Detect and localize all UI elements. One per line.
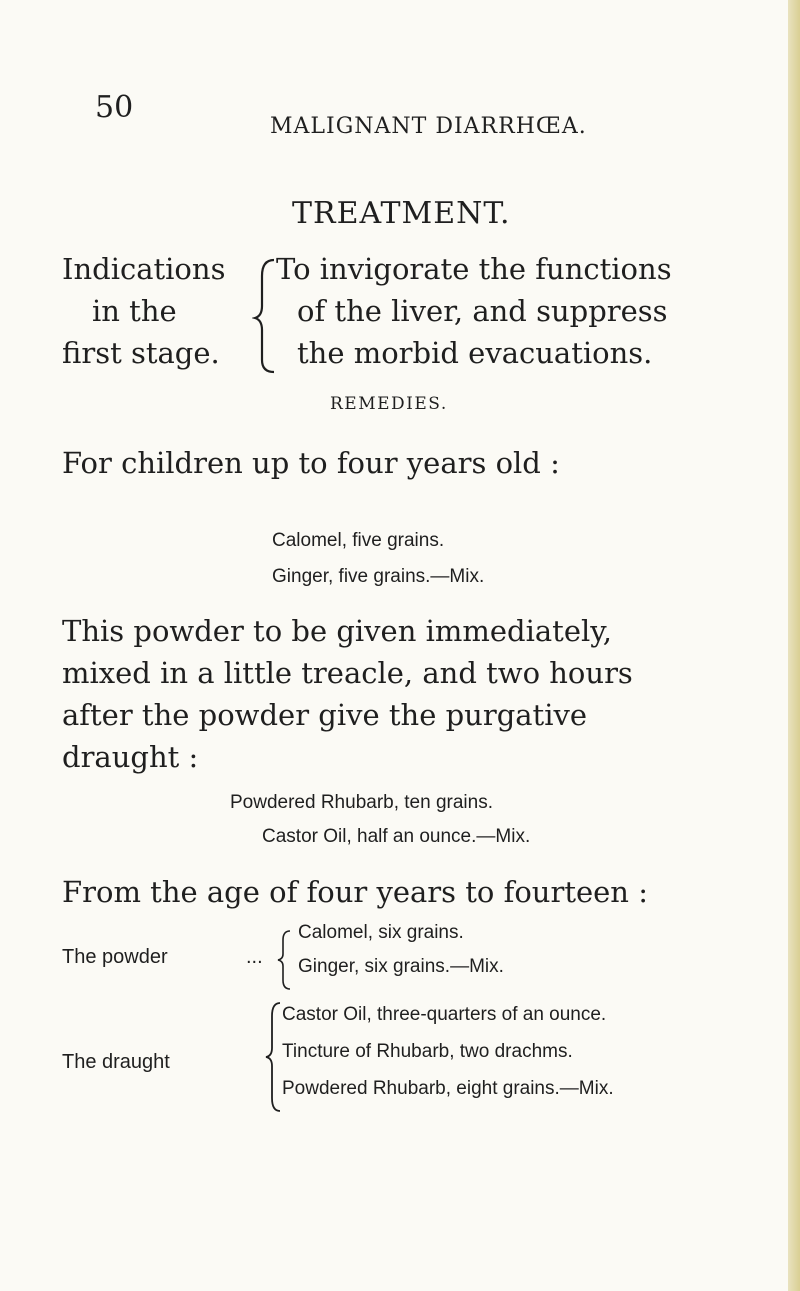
remedies-heading: REMEDIES. bbox=[330, 394, 448, 414]
left-brace-icon bbox=[264, 1000, 284, 1114]
prescription-line: Ginger, six grains.—Mix. bbox=[298, 956, 504, 977]
age-group-heading: For children up to four years old : bbox=[62, 446, 560, 480]
indications-text-line: the morbid evacuations. bbox=[297, 336, 653, 370]
instruction-line: mixed in a little treacle, and two hours bbox=[62, 656, 633, 690]
prescription-line: Tincture of Rhubarb, two drachms. bbox=[282, 1041, 573, 1062]
age-group-heading: From the age of four years to fourteen : bbox=[62, 875, 648, 909]
section-title: TREATMENT. bbox=[292, 196, 511, 231]
left-brace-icon bbox=[276, 928, 294, 992]
instruction-line: draught : bbox=[62, 740, 199, 774]
indications-text-line: To invigorate the functions bbox=[276, 252, 672, 286]
instruction-line: This powder to be given immediately, bbox=[62, 614, 613, 648]
running-title: MALIGNANT DIARRHŒA. bbox=[270, 114, 587, 139]
prescription-line: Castor Oil, three-quarters of an ounce. bbox=[282, 1004, 607, 1025]
page-number: 50 bbox=[95, 90, 134, 125]
prescription-line: Castor Oil, half an ounce.—Mix. bbox=[262, 826, 531, 847]
prescription-line: Calomel, five grains. bbox=[272, 530, 445, 551]
leader-dots: ... bbox=[246, 946, 263, 968]
prescription-line: Powdered Rhubarb, eight grains.—Mix. bbox=[282, 1078, 614, 1099]
draught-label: The draught bbox=[62, 1051, 170, 1073]
indications-text-line: of the liver, and suppress bbox=[297, 294, 668, 328]
indications-label-line: in the bbox=[92, 294, 177, 328]
instruction-line: after the powder give the purgative bbox=[62, 698, 588, 732]
powder-label: The powder bbox=[62, 946, 168, 968]
page-edge bbox=[788, 0, 800, 1291]
prescription-line: Calomel, six grains. bbox=[298, 922, 464, 943]
indications-label-line: first stage. bbox=[62, 336, 220, 370]
prescription-line: Powdered Rhubarb, ten grains. bbox=[230, 792, 493, 813]
prescription-line: Ginger, five grains.—Mix. bbox=[272, 566, 485, 587]
indications-label-line: Indications bbox=[62, 252, 226, 286]
